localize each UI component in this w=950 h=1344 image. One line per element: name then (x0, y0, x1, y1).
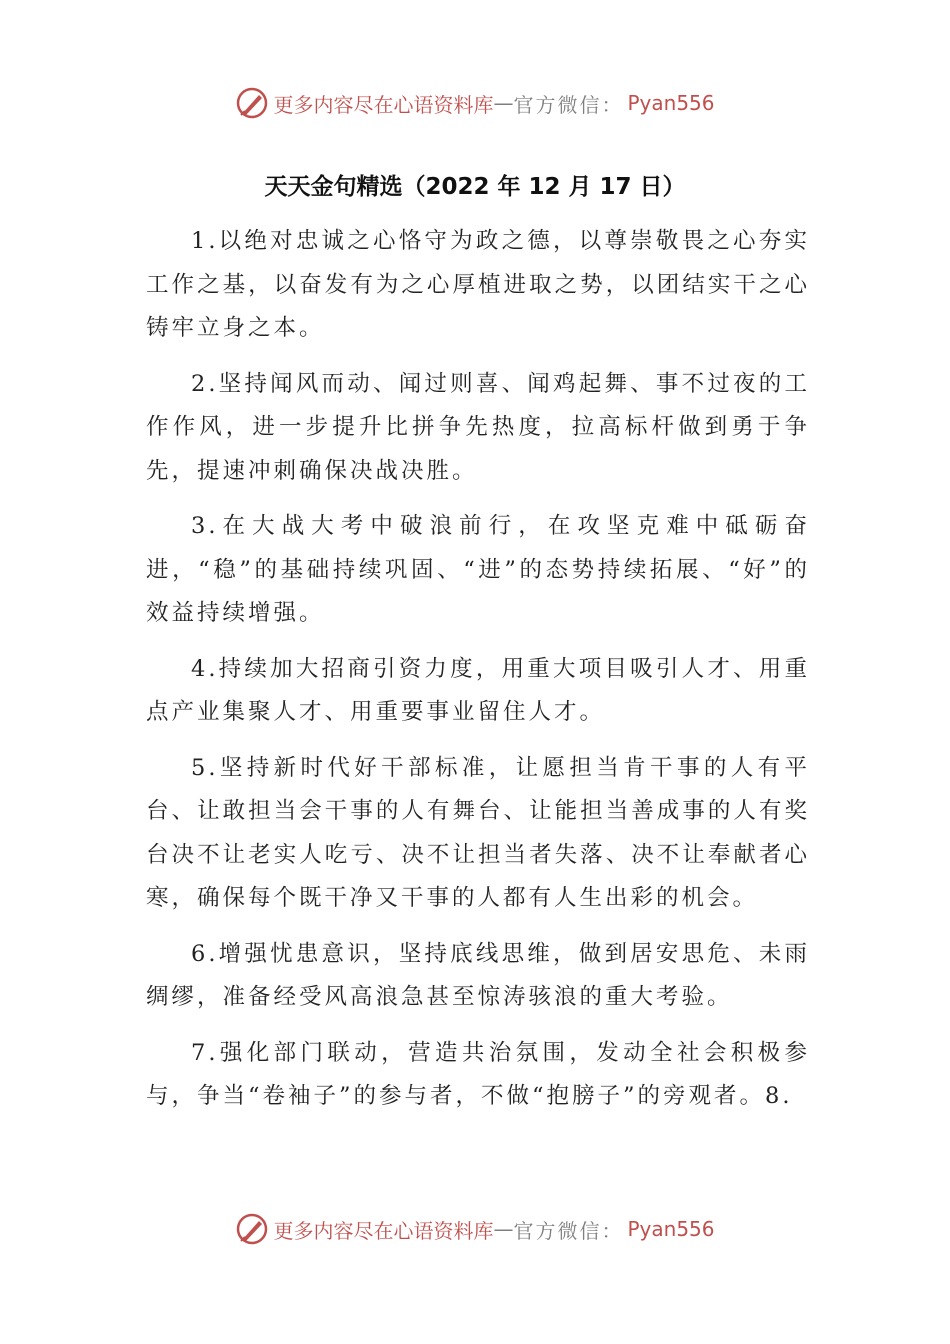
paragraph-7: 7.强化部门联动，营造共治氛围，发动全社会积极参与，争当“卷袖子”的参与者，不做“抱膀子”的旁观者。8. (146, 1039, 810, 1109)
paragraph-6: 6.增强忧患意识，坚持底线思维，做到居安思危、未雨绸缪，准备经受风高浪急甚至惊涛骇浪的重大考验。 (146, 940, 810, 1010)
footer-banner (0, 1212, 950, 1246)
header-banner (0, 86, 950, 120)
document-title: 天天金句精选（2022 年 12 月 17 日） (264, 174, 686, 200)
banner-wechat-id: Pyan556 (627, 1217, 715, 1241)
banner-wechat-label: 官方微信： (513, 92, 624, 117)
document-body (146, 220, 810, 1131)
paragraph-3: 3.在大战大考中破浪前行，在攻坚克难中砥砺奋进，“稳”的基础持续巩固、“进”的态势持续拓展、“好”的效益持续增强。 (146, 513, 810, 626)
paragraph-1: 1.以绝对忠诚之心恪守为政之德，以尊崇敬畏之心夯实工作之基，以奋发有为之心厚植进取之势，以团结实干之心铸牢立身之本。 (146, 228, 810, 341)
paragraph-2: 2.坚持闻风而动、闻过则喜、闻鸡起舞、事不过夜的工作作风，进一步提升比拼争先热度，拉高标杆做到勇于争先，提速冲刺确保决战决胜。 (146, 370, 810, 484)
banner-wechat-id: Pyan556 (627, 91, 715, 115)
banner-text: 更多内容尽在心语资料库 (273, 92, 494, 117)
paragraph-4: 4.持续加大招商引资力度，用重大项目吸引人才、用重点产业集聚人才、用重要事业留住人才。 (146, 655, 810, 725)
quill-logo-icon (235, 86, 269, 120)
quill-logo-icon (235, 1212, 269, 1246)
banner-separator: — (493, 1217, 514, 1241)
paragraph-5: 5.坚持新时代好干部标准，让愿担当肯干事的人有平台、让敢担当会干事的人有舞台、让能担当善成事的人有奖台决不让老实人吃亏、决不让担当者失落、决不让奉献者心寒，确保每个既干净又干事的人都有人生出彩的机会。 (146, 754, 810, 911)
banner-separator: — (493, 91, 514, 115)
banner-text: 更多内容尽在心语资料库 (273, 1218, 494, 1243)
banner-wechat-label: 官方微信： (513, 1218, 624, 1243)
